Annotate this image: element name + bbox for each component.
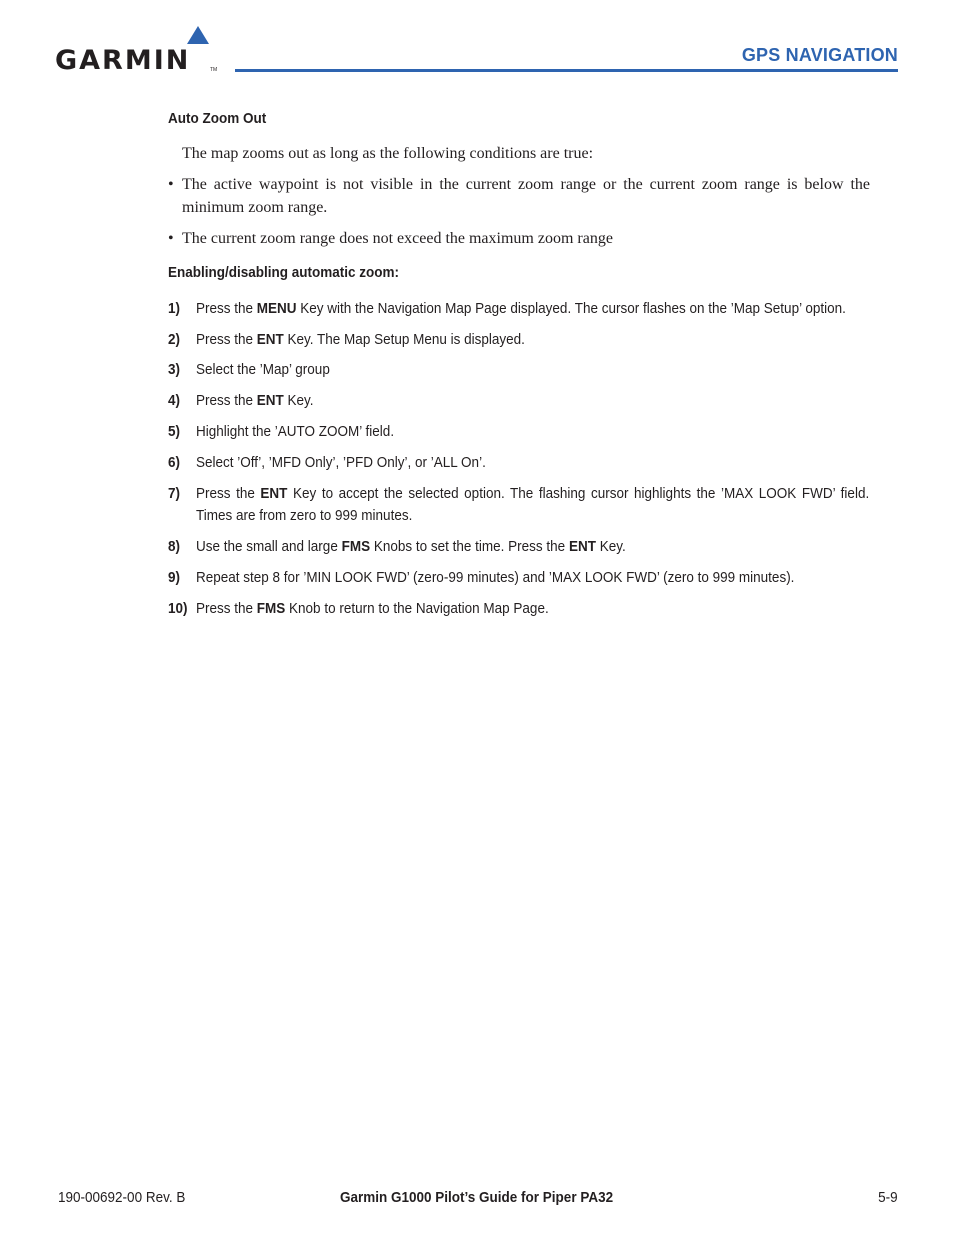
step-item	[168, 452, 870, 474]
garmin-logo	[55, 26, 220, 74]
step-number: 1)	[168, 300, 181, 317]
step-text-part: Key.	[595, 538, 626, 555]
header-rule	[235, 69, 898, 72]
step-number: 6)	[168, 454, 181, 471]
step-item	[168, 421, 870, 443]
step-item	[168, 298, 870, 320]
step-text-part: Highlight the ’AUTO ZOOM’ field.	[196, 423, 395, 440]
step-number: 10)	[168, 600, 188, 617]
footer-title: Garmin G1000 Pilot’s Guide for Piper PA32	[340, 1189, 614, 1206]
step-text-part: Press the	[196, 600, 257, 617]
step-text-part: Key.	[283, 392, 314, 409]
step-text	[196, 598, 869, 620]
step-text	[196, 567, 869, 589]
key-name: ENT	[568, 538, 596, 555]
bullet-item: The current zoom range does not exceed the maximum zoom range	[182, 230, 613, 247]
step-text-part: Use the small and large	[196, 538, 342, 555]
step-number: 9)	[168, 569, 181, 586]
key-name: ENT	[256, 331, 284, 348]
step-number: 7)	[168, 485, 181, 502]
auto-zoom-out-heading: Auto Zoom Out	[168, 110, 267, 127]
step-number: 8)	[168, 538, 181, 555]
step-item	[168, 390, 870, 412]
step-text-part: Knob to return to the Navigation Map Page.	[285, 600, 549, 617]
step-text	[196, 359, 869, 381]
step-item	[168, 359, 870, 381]
step-text	[196, 452, 869, 474]
bullet-dot: •	[168, 230, 174, 247]
step-number: 5)	[168, 423, 181, 440]
step-text-part: Select ’Off’, ’MFD Only’, ’PFD Only’, or ’ALL On’.	[196, 454, 486, 471]
step-number: 3)	[168, 361, 181, 378]
bullet-item: The active waypoint is not visible in the current zoom range or the current zoom range is below the minimum zoom range.	[182, 176, 870, 216]
section-title: GPS NAVIGATION	[741, 45, 898, 65]
step-text-part: Press the	[196, 392, 257, 409]
step-item	[168, 567, 870, 589]
step-text-part: Key with the Navigation Map Page displayed. The cursor flashes on the ’Map Setup’ option.	[296, 300, 846, 317]
step-text-part: Press the	[196, 485, 261, 502]
key-name: ENT	[256, 392, 284, 409]
enabling-heading: Enabling/disabling automatic zoom:	[168, 264, 400, 281]
garmin-logo-text: GARMIN	[55, 45, 191, 76]
step-text-part: Key to accept the selected option. The flashing cursor highlights the ’MAX LOOK FWD’ field. Times are from zero to 999 minutes.	[196, 485, 870, 524]
step-text	[196, 483, 869, 527]
step-item	[168, 536, 870, 558]
step-text	[196, 390, 869, 412]
step-text-part: Select the ’Map’ group	[196, 361, 330, 378]
key-name: FMS	[341, 538, 371, 555]
step-text	[196, 421, 869, 443]
trademark-mark: TM	[210, 67, 218, 73]
step-number: 4)	[168, 392, 181, 409]
footer-page-number: 5-9	[878, 1189, 898, 1206]
intro-text: The map zooms out as long as the following conditions are true:	[182, 145, 594, 162]
step-text-part: Knobs to set the time. Press the	[370, 538, 569, 555]
step-text-part: Key. The Map Setup Menu is displayed.	[283, 331, 525, 348]
step-item	[168, 598, 870, 620]
bullet-dot: •	[168, 176, 174, 193]
step-text-part: Repeat step 8 for ’MIN LOOK FWD’ (zero-99 minutes) and ’MAX LOOK FWD’ (zero to 999 minutes).	[196, 569, 795, 586]
step-item	[168, 329, 870, 351]
key-name: ENT	[260, 485, 288, 502]
step-text	[196, 536, 869, 558]
footer-doc-number: 190-00692-00 Rev. B	[58, 1189, 186, 1206]
step-text	[196, 298, 869, 320]
step-text-part: Press the	[196, 331, 257, 348]
step-number: 2)	[168, 331, 181, 348]
step-text	[196, 329, 869, 351]
step-item	[168, 483, 870, 527]
key-name: MENU	[256, 300, 297, 317]
key-name: FMS	[256, 600, 286, 617]
garmin-triangle-icon	[187, 26, 209, 44]
step-text-part: Press the	[196, 300, 257, 317]
